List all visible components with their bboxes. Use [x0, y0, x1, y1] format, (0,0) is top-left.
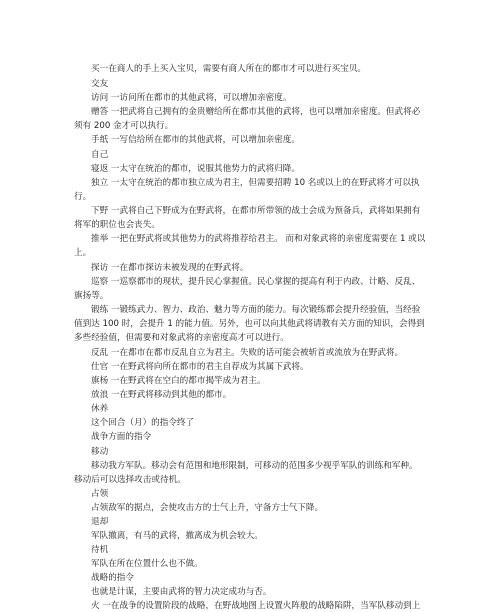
text-line: 移动我方军队。移动会有范围和地形限制，可移动的范围多少视乎军队的训练和军种。 — [91, 461, 418, 471]
section-heading: 待机 — [91, 545, 109, 555]
section-heading: 战争方面的指令 — [91, 432, 152, 442]
text-line: 锻练 一锻练武力、智力、政治、魅力等方面的能力。每次锻练都会提升经验值，当经验 — [91, 305, 421, 315]
text-line: 火 一在战争的设置阶段的战略，在野战地图上设置火阵般的战略陷阱，当军队移动到上 — [91, 601, 421, 611]
text-line: 移动后可以选择攻击或待机。 — [74, 475, 186, 485]
text-line: 这个回合（月）的指令终了 — [91, 418, 195, 428]
text-line: 赠答 一把武将自己拥有的金贵赠给所在都市其他的武将，也可以增加亲密度。但武将必 — [91, 107, 421, 117]
text-line: 值到达 100 时，会提升 1 的能力值。另外，也可以向其他武将请教有关方面的知识，会得到 — [74, 319, 425, 329]
section-heading: 退却 — [91, 517, 109, 527]
section-heading: 自己 — [91, 150, 109, 160]
section-heading: 移动 — [91, 447, 109, 457]
text-line: 独立 一太守在统治的都市独立成为君主，但需要招聘 10 名或以上的在野武将才可以执 — [91, 178, 420, 188]
text-line: 访问 一访问所在都市的其他武将，可以增加亲密度。 — [91, 93, 292, 103]
text-line: 将军的职位也会丧失。 — [74, 220, 160, 230]
text-line: 买一在商人的手上买入宝贝，需要有商人所在的都市才可以进行买宝贝。 — [91, 64, 367, 74]
text-line: 也就是计谋，主要由武将的智力决定成功与否。 — [91, 587, 272, 597]
text-line: 占领敌军的据点，会使攻击方的士气上升，守备方士气下降。 — [91, 503, 324, 513]
text-line: 军队撤离，有马的武将，撤离成为机会较大。 — [91, 531, 263, 541]
text-line: 反乱 一在都市在都市反乱自立为君主。失败的话可能会被斩首或流放为在野武将。 — [91, 348, 404, 358]
text-line: 放浪 一在野武将移动到其他的都市。 — [91, 390, 232, 400]
text-line: 须有 200 金才可以执行。 — [74, 121, 174, 131]
section-heading: 交友 — [91, 79, 109, 89]
section-heading: 战略的指令 — [91, 573, 134, 583]
text-line: 旗扬等。 — [74, 291, 109, 301]
text-line: 上。 — [74, 248, 92, 258]
text-line: 推举 一把在野武将或其他势力的武将推荐给君主。 而和对象武将的亲密度需要在 1 或以 — [91, 234, 426, 244]
text-line: 寝返 一太守在统治的都市，说服其他势力的武将归降。 — [91, 164, 300, 174]
section-heading: 占领 — [91, 489, 109, 499]
text-line: 探访 一在都市探访未被发现的在野武将。 — [91, 263, 249, 273]
section-heading: 休养 — [91, 404, 109, 414]
text-line: 巡察 一巡察都市的现状，提升民心掌握值。民心掌握的提高有利于内政、计略、反乱、 — [91, 277, 421, 287]
text-line: 旗杨 一在野武将在空白的都市揭竿成为君主。 — [91, 376, 266, 386]
text-line: 仕官 一在野武将向所在都市的君主自荐成为其属下武将。 — [91, 362, 309, 372]
text-line: 行。 — [74, 192, 92, 202]
text-line: 下野 一武将自己下野成为在野武将，在都市所带领的战士会成为预备兵，武将如果拥有 — [91, 206, 421, 216]
text-line: 多些经验值，但需要和对象武将的亲密度高才可以进行。 — [74, 333, 289, 343]
text-line: 手纸 一写信给所在都市的其他武将，可以增加亲密度。 — [91, 135, 300, 145]
text-line: 军队在所在位置什么也不做。 — [91, 559, 203, 569]
